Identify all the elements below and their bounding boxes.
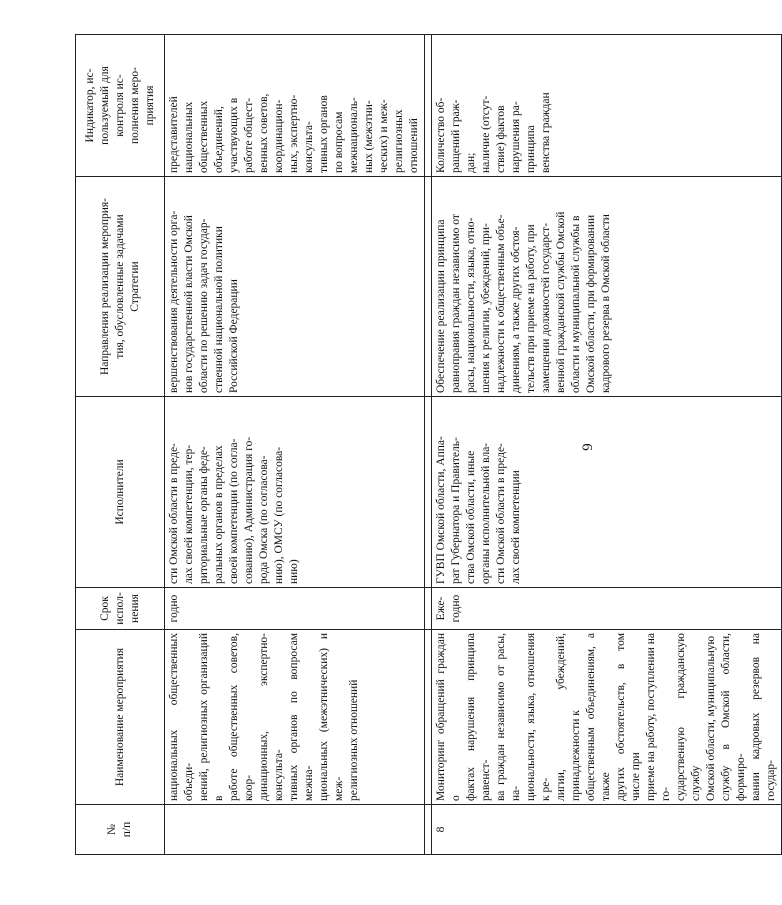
separator-cell [425, 177, 432, 397]
row-term: Еже- годно [435, 594, 462, 623]
header-term-label: Срок испол- нения [98, 592, 141, 625]
header-dir [76, 177, 165, 397]
row-term: годно [168, 594, 180, 623]
row-num: 8 [435, 826, 447, 833]
row-name: Мониторинг обращений граждан о фактах нарушения принципа равенст- ва граждан независимо от расы, на- циональности, языка, отношения к ре- лигии, убеждений, принадлежности к общественным объединениям, а также других обстоятельств, в том числе при приеме на работу, поступлении на го- сударственную гражданскую службу Омской области, муниципальную службу в Омской области, формиро- вании кадровых резервов на государ- [435, 633, 777, 801]
separator-cell [425, 35, 432, 177]
row-name: национальных общественных объеди- нений, религиозных организаций в работе общественных советов, коор- динационных, экспертно-консульта- тивных органов по вопросам межна- циональных (межэтнических) и меж- религиозных отношений [168, 633, 360, 801]
row-dir-cell [432, 177, 782, 397]
row-ind: Количество об- ращений граж- дан; наличие (отсут- ствие) фактов нарушения ра- принципа венства граждан [435, 92, 552, 173]
rotated-page-content [75, 35, 777, 855]
row-term-cell [165, 588, 425, 630]
row-dir-cell [165, 177, 425, 397]
row-ind: представителей национальных общественных объединений, участвующих в работе общест- венных советов, координацион- ных, экспертно- консульта- тивных органов по вопросам межнациональ- ных (межэтни- ческих) и меж- религиозных отношений [168, 93, 420, 173]
row-name-cell [432, 630, 782, 805]
row-num-cell [432, 805, 782, 855]
row-exec-cell [165, 397, 425, 588]
header-name-label: Наименование мероприятия [113, 647, 126, 787]
row-exec: ГУВП Омской области, Аппа- рат Губернатора и Правитель- ства Омской области, иные органы исполнительной вла- сти Омской области в преде- лах своей компетенции [435, 436, 522, 584]
table-row [165, 35, 425, 855]
row-dir: вершенствования деятельности орга- нов государственной власти Омской области по решению задач государ- ственной национальной политики Российской Федерации [168, 210, 240, 393]
header-ind [76, 35, 165, 177]
header-exec-label: Исполнители [113, 459, 126, 525]
header-num-label: № п/п [106, 821, 133, 838]
header-num [76, 805, 165, 855]
row-name-cell [165, 630, 425, 805]
row-dir: Обеспечение реализации принципа равноправия граждан независимо от расы, национальности, языка, отно- шения к религии, убеждений, при- надлежности к общественным объе- динениям, а также других обстоя- тельств при приеме на работу, при замещении должностей государст- венной гражданской службы Омской области и муниципальной службы в Омской области, при формировании кадрового резерва в Омской области [435, 211, 612, 393]
row-exec: сти Омской области в преде- лах своей компетенции, тер- риториальные органы феде- ральных органов в пределах своей компетенции (по согла- сованию), Администрация го- рода Омска (по согласова- нию), ОМСУ (по согласова- нию) [168, 436, 300, 584]
row-term-cell [432, 588, 782, 630]
row-exec-cell [432, 397, 782, 588]
separator-cell [425, 630, 432, 805]
table-row [432, 35, 782, 855]
separator-cell [425, 397, 432, 588]
measures-table [75, 34, 782, 855]
row-num-cell [165, 805, 425, 855]
page-number: 6 [578, 443, 595, 451]
header-name [76, 630, 165, 805]
row-separator [425, 35, 432, 855]
row-ind-cell [165, 35, 425, 177]
header-dir-label: Направления реализации мероприя- тия, обусловленные задачами Стратегии [98, 198, 141, 375]
row-ind-cell [432, 35, 782, 177]
header-row [76, 35, 165, 855]
header-term [76, 588, 165, 630]
header-ind-label: Индикатор, ис- пользуемый для контроля ис- полнения меро- приятия [83, 66, 156, 145]
header-exec [76, 397, 165, 588]
separator-cell [425, 588, 432, 630]
separator-cell [425, 805, 432, 855]
